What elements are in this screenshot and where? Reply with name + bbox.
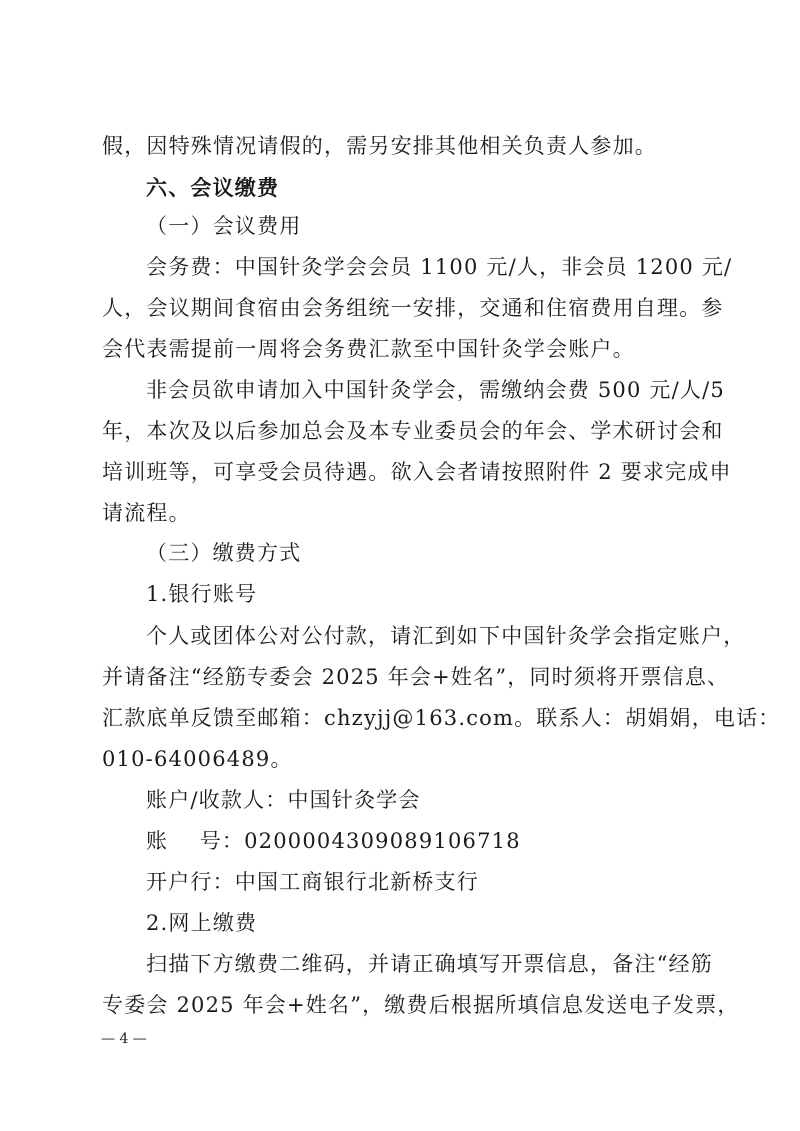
paragraph-line: 会代表需提前一周将会务费汇款至中国针灸学会账户。	[102, 337, 635, 361]
paragraph-line: 汇款底单反馈至邮箱：chzyjj@163.com。联系人：胡娟娟，电话：	[102, 706, 781, 730]
paragraph-line: 个人或团体公对公付款，请汇到如下中国针灸学会指定账户，	[146, 624, 746, 648]
paragraph-line: 并请备注“经筋专委会 2025 年会+姓名”，同时须将开票信息、	[102, 665, 730, 689]
subsection-heading-fee: （一）会议费用	[146, 214, 302, 238]
paragraph-line: 会务费：中国针灸学会会员 1100 元/人，非会员 1200 元/	[146, 255, 733, 279]
paragraph-line: 专委会 2025 年会+姓名”，缴费后根据所填信息发送电子发票，	[102, 993, 740, 1017]
paragraph-line: 010-64006489。	[102, 747, 293, 771]
page-number: — 4 —	[101, 1031, 147, 1047]
account-name: 账户/收款人：中国针灸学会	[146, 788, 421, 812]
paragraph-line: 扫描下方缴费二维码，并请正确填写开票信息，备注“经筋	[146, 952, 713, 976]
paragraph-line: 非会员欲申请加入中国针灸学会，需缴纳会费 500 元/人/5	[146, 378, 725, 402]
item-heading-online: 2.网上缴费	[146, 911, 258, 935]
paragraph-line: 人，会议期间食宿由会务组统一安排，交通和住宿费用自理。参	[102, 296, 724, 320]
item-heading-bank: 1.银行账号	[146, 582, 258, 606]
account-number: 账 号：0200004309089106718	[146, 829, 521, 853]
paragraph-line: 培训班等，可享受会员待遇。欲入会者请按照附件 2 要求完成申	[102, 460, 732, 484]
paragraph-line: 假，因特殊情况请假的，需另安排其他相关负责人参加。	[102, 134, 657, 158]
section-heading-fee: 六、会议缴费	[146, 176, 280, 200]
paragraph-line: 请流程。	[102, 501, 191, 525]
account-bank: 开户行：中国工商银行北新桥支行	[146, 870, 479, 894]
paragraph-line: 年，本次及以后参加总会及本专业委员会的年会、学术研讨会和	[102, 419, 724, 443]
subsection-heading-payment: （三）缴费方式	[146, 541, 302, 565]
